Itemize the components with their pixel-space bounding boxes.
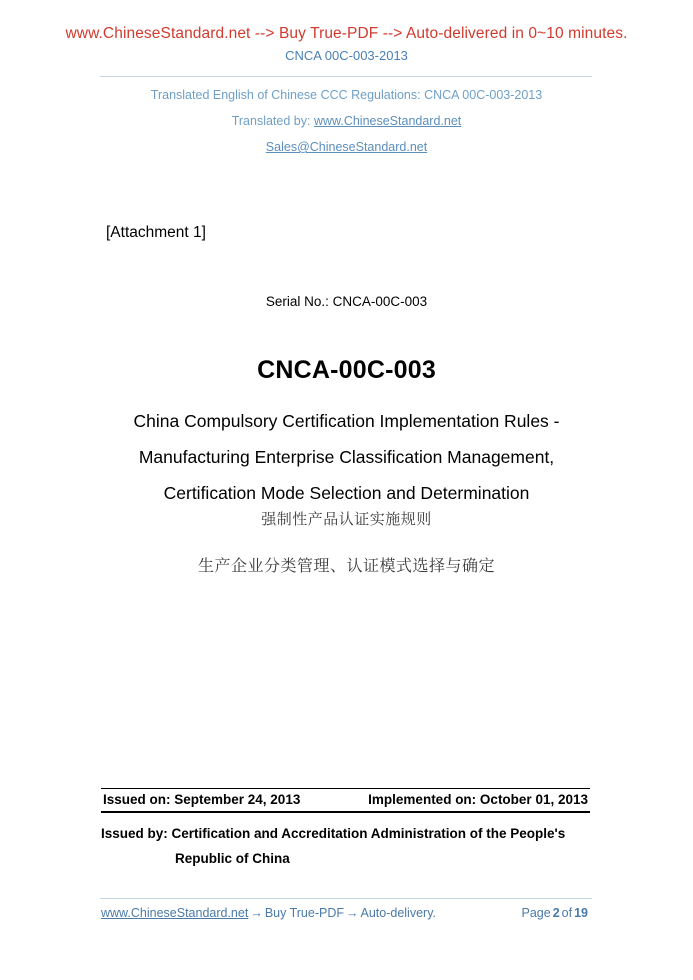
issue-dates-row: [101, 788, 590, 813]
footer-arrow-1-icon: →: [250, 906, 263, 920]
sales-email-link[interactable]: Sales@ChineseStandard.net: [265, 140, 428, 154]
document-title-line-2: Manufacturing Enterprise Classification Management,: [138, 447, 555, 467]
issued-by-line-2: Republic of China: [175, 851, 290, 866]
header-divider: [100, 76, 592, 77]
sales-email-line: [0, 140, 693, 154]
footer-arrow-2-icon: →: [346, 906, 359, 920]
document-title-line-1: China Compulsory Certification Implementation Rules -: [133, 411, 560, 431]
translator-website-link[interactable]: www.ChineseStandard.net: [313, 114, 462, 128]
translated-by-line: [0, 114, 693, 128]
page-footer: [101, 906, 592, 920]
translated-by-label: Translated by:: [231, 114, 311, 128]
attachment-label: [Attachment 1]: [106, 224, 206, 241]
chinese-title-block: [0, 508, 693, 576]
promo-headline: www.ChineseStandard.net --> Buy True-PDF --> Auto-delivered in 0~10 minutes.: [65, 25, 628, 42]
footer-delivery-label: Auto-delivery.: [360, 906, 436, 920]
footer-website-link[interactable]: www.ChineseStandard.net: [101, 906, 249, 920]
document-code-heading: CNCA-00C-003: [257, 356, 436, 384]
translation-credits: [0, 88, 693, 166]
document-title-block: [0, 356, 693, 511]
issued-by-line-1: Issued by: Certification and Accreditation Administration of the People's: [101, 826, 566, 841]
chinese-title-line-1: 强制性产品认证实施规则: [261, 510, 432, 528]
footer-promo: [101, 906, 436, 920]
issued-on-date: Issued on: September 24, 2013: [103, 792, 301, 807]
page-total: 19: [574, 906, 588, 920]
document-title-line-3: Certification Mode Selection and Determination: [163, 483, 530, 503]
page-number: 2: [552, 906, 560, 920]
footer-buy-label: Buy True-PDF: [264, 906, 344, 920]
issued-by-block: [101, 821, 590, 871]
chinese-title-line-2: 生产企业分类管理、认证模式选择与确定: [197, 556, 495, 575]
translated-title-line: Translated English of Chinese CCC Regulations: CNCA 00C-003-2013: [150, 88, 543, 102]
implemented-on-date: Implemented on: October 01, 2013: [368, 792, 588, 807]
serial-number: Serial No.: CNCA-00C-003: [265, 294, 428, 309]
page-label: Page: [521, 906, 551, 920]
standard-code-header: CNCA 00C-003-2013: [285, 48, 408, 63]
promo-header: [0, 25, 693, 63]
page-indicator: [522, 906, 593, 920]
page-of-label: of: [561, 906, 573, 920]
footer-divider: [100, 898, 592, 899]
issuance-block: [101, 788, 590, 871]
